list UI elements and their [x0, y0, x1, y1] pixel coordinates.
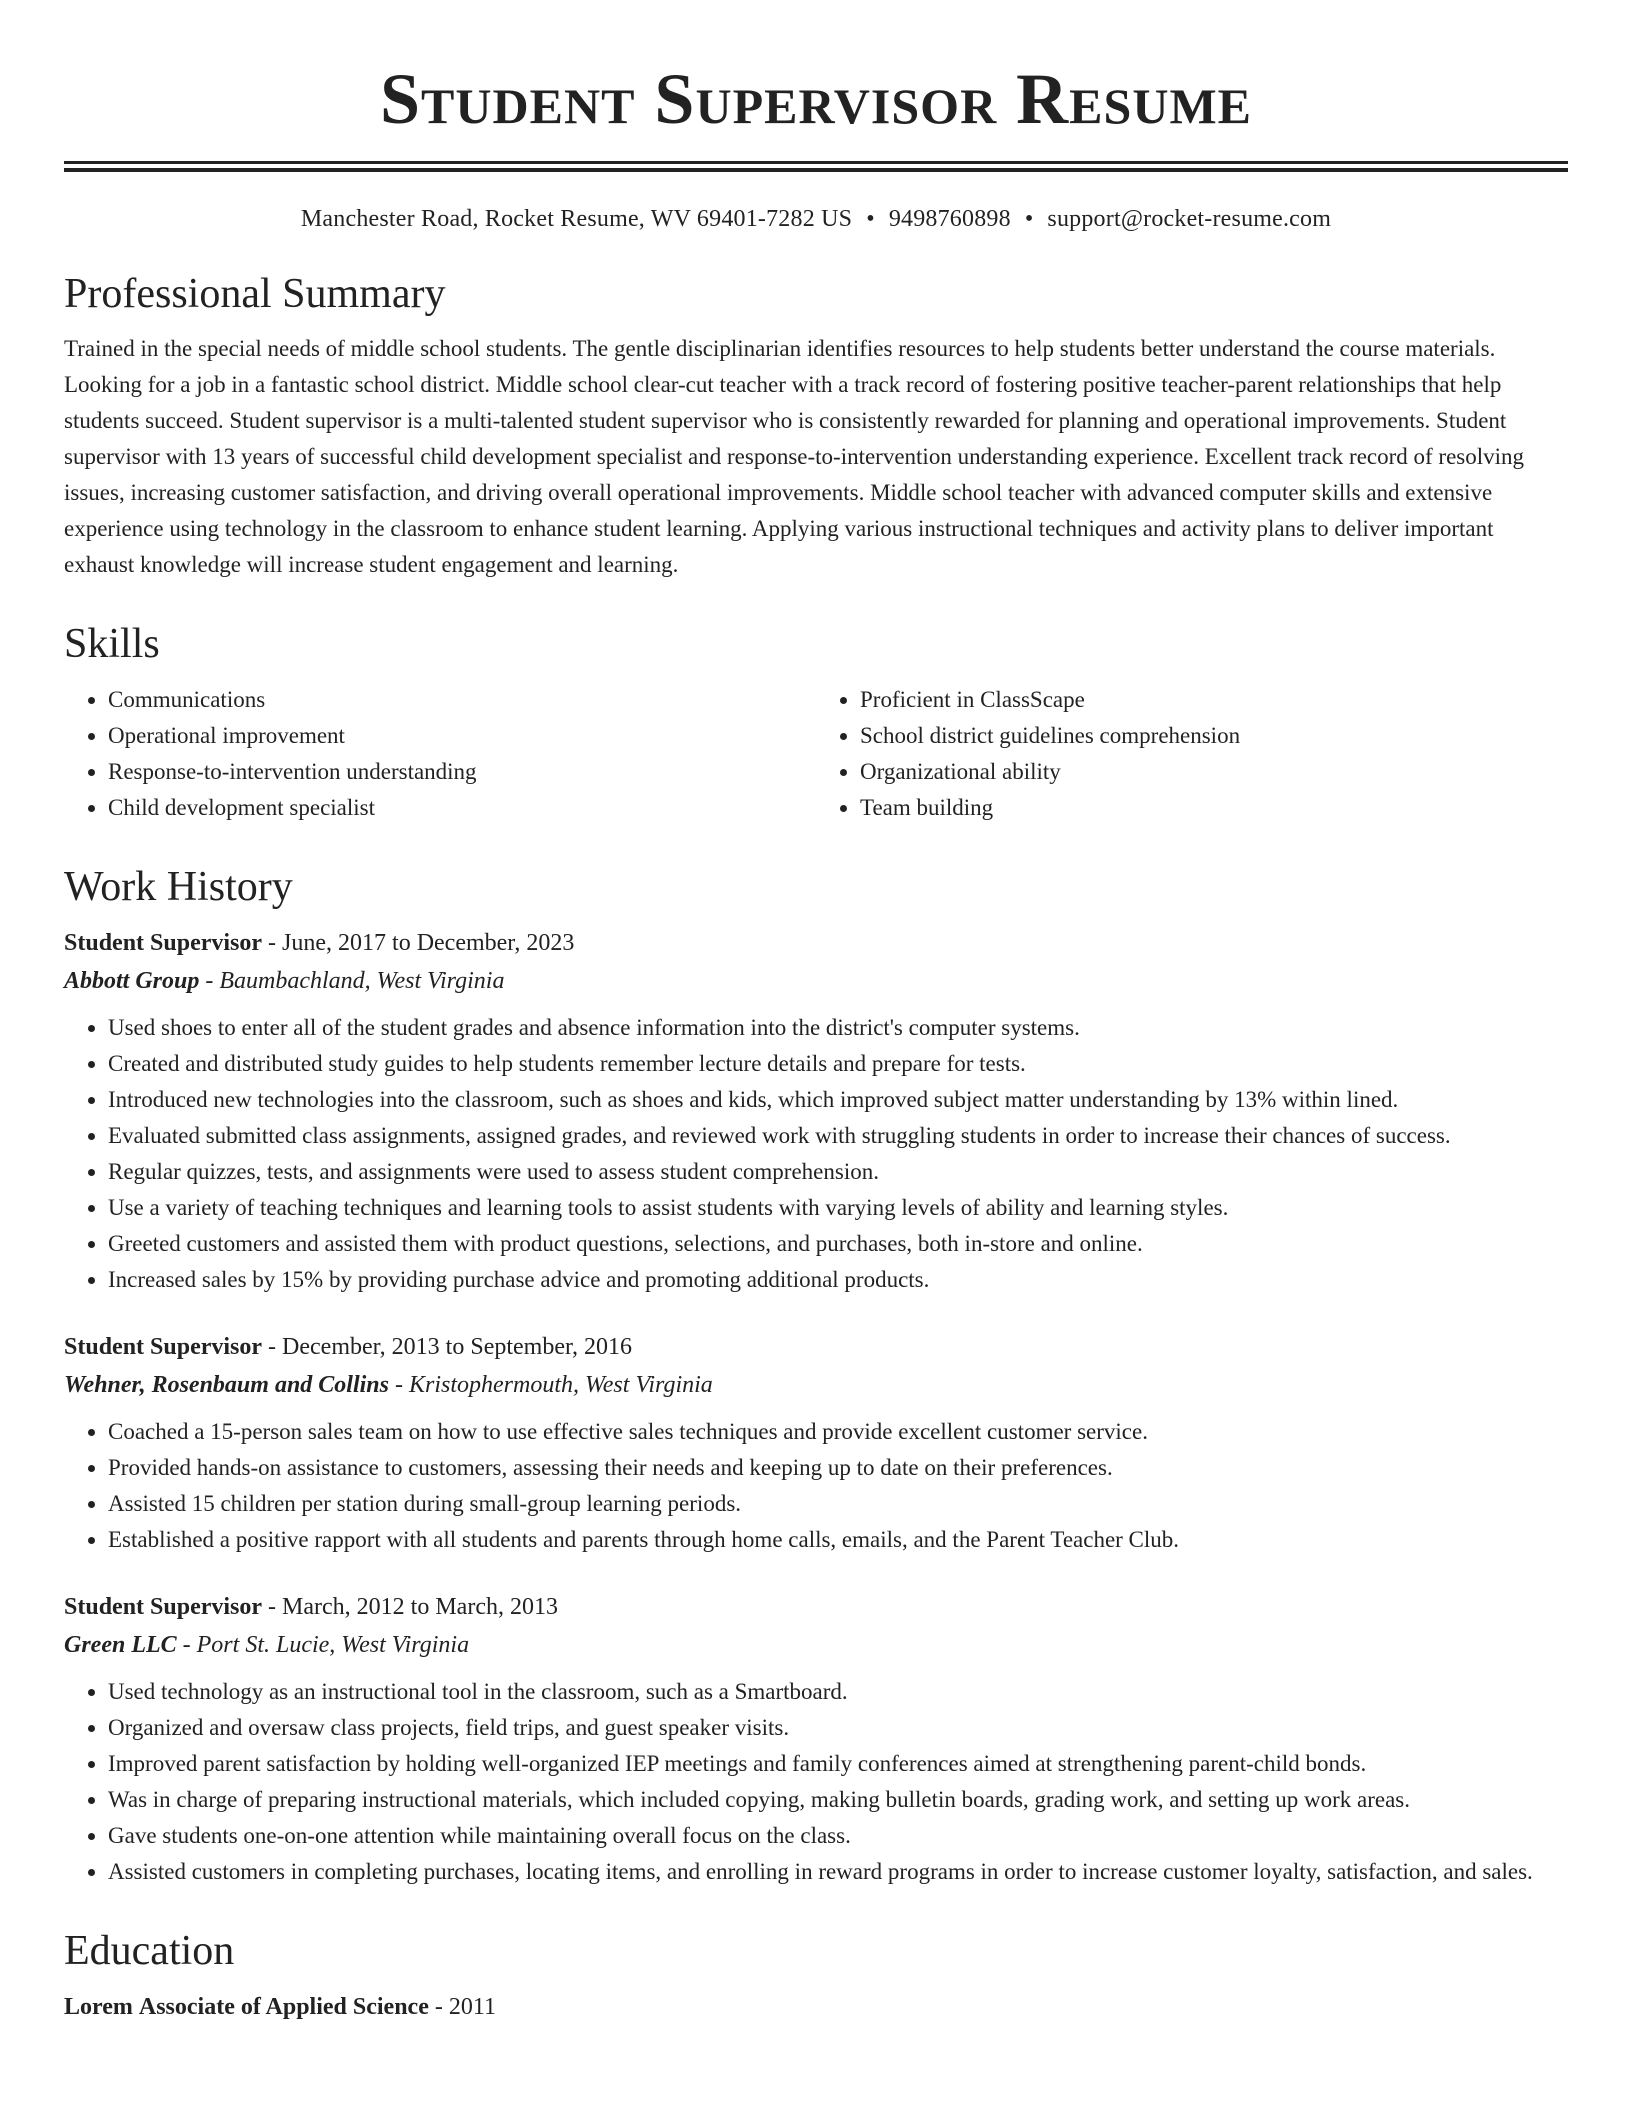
summary-text: Trained in the special needs of middle school students. The gentle disciplinarian identifies resources to help students better understand the course materials. Looking for a job in a fantastic school district. Middle school clear-cut teacher with a track record of fostering positive teacher-parent relationships that help students succeed. Student supervisor is a multi-talented student supervisor who is consistently rewarded for planning and operational improvements. Student supervisor with 13 years of successful child development specialist and response-to-intervention understanding experience. Excellent track record of resolving issues, increasing customer satisfaction, and driving overall operational improvements. Middle school teacher with advanced computer skills and extensive experience using technology in the classroom to enhance student learning. Applying various instructional techniques and activity plans to deliver important exhaust knowledge will increase student engagement and learning. — [64, 336, 1525, 578]
job-bullet: • Use a variety of teaching techniques and learning tools to assist students with varying levels of ability and learning styles. — [108, 1190, 1568, 1226]
job-bullets — [64, 1674, 1568, 1890]
job-bullet: • Assisted 15 children per station during small-group learning periods. — [108, 1486, 1568, 1522]
job-bullet: • Greeted customers and assisted them with product questions, selections, and purchases, both in-store and online. — [108, 1226, 1568, 1262]
job-company-line — [64, 962, 1568, 1000]
job-title-line — [64, 924, 1568, 962]
job-company: Wehner, Rosenbaum and Collins — [64, 1371, 389, 1398]
job-bullet: • Improved parent satisfaction by holding well-organized IEP meetings and family conferences aimed at strengthening parent-child bonds. — [108, 1746, 1568, 1782]
job-bullet: • Evaluated submitted class assignments, assigned grades, and reviewed work with struggling students in order to increase their chances of success. — [108, 1118, 1568, 1154]
job-bullet: • Assisted customers in completing purchases, locating items, and enrolling in reward programs in order to increase customer loyalty, satisfaction, and sales. — [108, 1854, 1568, 1890]
job-company: Abbott Group — [64, 967, 200, 994]
job-bullet: • Created and distributed study guides to help students remember lecture details and prepare for tests. — [108, 1046, 1568, 1082]
job-bullets — [64, 1414, 1568, 1558]
skill-item: • Operational improvement — [108, 718, 816, 754]
job-title-line — [64, 1328, 1568, 1366]
job-title: Student Supervisor — [64, 1593, 263, 1620]
skill-item: • Team building — [860, 790, 1568, 826]
summary-heading: Professional Summary — [64, 271, 446, 318]
job-bullet: • Provided hands-on assistance to customers, assessing their needs and keeping up to date on their preferences. — [108, 1450, 1568, 1486]
job-bullet: • Used technology as an instructional tool in the classroom, such as a Smartboard. — [108, 1674, 1568, 1710]
job-bullet: • Introduced new technologies into the classroom, such as shoes and kids, which improved subject matter understanding by 13% within lined. — [108, 1082, 1568, 1118]
job-company-line — [64, 1626, 1568, 1664]
education-heading: Education — [64, 1927, 235, 1974]
skill-item: • Child development specialist — [108, 790, 816, 826]
skills-heading: Skills — [64, 621, 160, 668]
job-dates: - December, 2013 to September, 2016 — [262, 1333, 633, 1360]
job-title-line — [64, 1588, 1568, 1626]
skill-item: • Organizational ability — [860, 754, 1568, 790]
job-location: - Port St. Lucie, West Virginia — [176, 1631, 470, 1658]
title-divider — [64, 161, 1568, 172]
contact-email: support@rocket-resume.com — [1047, 206, 1332, 233]
contact-line — [64, 206, 1568, 233]
resume-title: Student Supervisor Resume — [380, 59, 1252, 139]
skills-list — [64, 682, 1568, 826]
job-dates: - March, 2012 to March, 2013 — [262, 1593, 558, 1620]
work-history-heading: Work History — [64, 863, 293, 910]
contact-separator: • — [866, 206, 875, 233]
job-title: Student Supervisor — [64, 1333, 263, 1360]
education-year: - 2011 — [428, 1993, 496, 2020]
job-entry — [64, 1328, 1568, 1558]
job-bullet: • Gave students one-on-one attention while maintaining overall focus on the class. — [108, 1818, 1568, 1854]
job-title: Student Supervisor — [64, 929, 263, 956]
job-company: Green LLC — [64, 1631, 177, 1658]
job-company-line — [64, 1366, 1568, 1404]
job-bullet: • Increased sales by 15% by providing purchase advice and promoting additional products. — [108, 1262, 1568, 1298]
job-bullet: • Organized and oversaw class projects, field trips, and guest speaker visits. — [108, 1710, 1568, 1746]
job-bullets — [64, 1010, 1568, 1298]
job-location: - Kristophermouth, West Virginia — [388, 1371, 713, 1398]
job-bullet: • Coached a 15-person sales team on how to use effective sales techniques and provide excellent customer service. — [108, 1414, 1568, 1450]
job-entry — [64, 924, 1568, 1298]
skill-item: • School district guidelines comprehension — [860, 718, 1568, 754]
skill-item: • Response-to-intervention understanding — [108, 754, 816, 790]
education-entry — [64, 1988, 1568, 2026]
contact-separator: • — [1024, 206, 1034, 233]
job-bullet: • Regular quizzes, tests, and assignments were used to assess student comprehension. — [108, 1154, 1568, 1190]
skills-column-left — [64, 682, 816, 826]
education-degree: Associate of Applied Science — [138, 1993, 429, 2020]
contact-phone: 9498760898 — [888, 206, 1011, 233]
job-bullet: • Used shoes to enter all of the student grades and absence information into the district's computer systems. — [108, 1010, 1568, 1046]
job-entry — [64, 1588, 1568, 1890]
job-location: - Baumbachland, West Virginia — [199, 967, 505, 994]
skill-item: • Proficient in ClassScape — [860, 682, 1568, 718]
contact-address: Manchester Road, Rocket Resume, WV 69401-7282 US — [300, 206, 853, 233]
job-bullet: • Was in charge of preparing instructional materials, which included copying, making bulletin boards, grading work, and setting up work areas. — [108, 1782, 1568, 1818]
skill-item: • Communications — [108, 682, 816, 718]
job-bullet: • Established a positive rapport with all students and parents through home calls, emails, and the Parent Teacher Club. — [108, 1522, 1568, 1558]
job-dates: - June, 2017 to December, 2023 — [262, 929, 575, 956]
education-school: Lorem — [64, 1993, 133, 2020]
skills-column-right — [816, 682, 1568, 826]
